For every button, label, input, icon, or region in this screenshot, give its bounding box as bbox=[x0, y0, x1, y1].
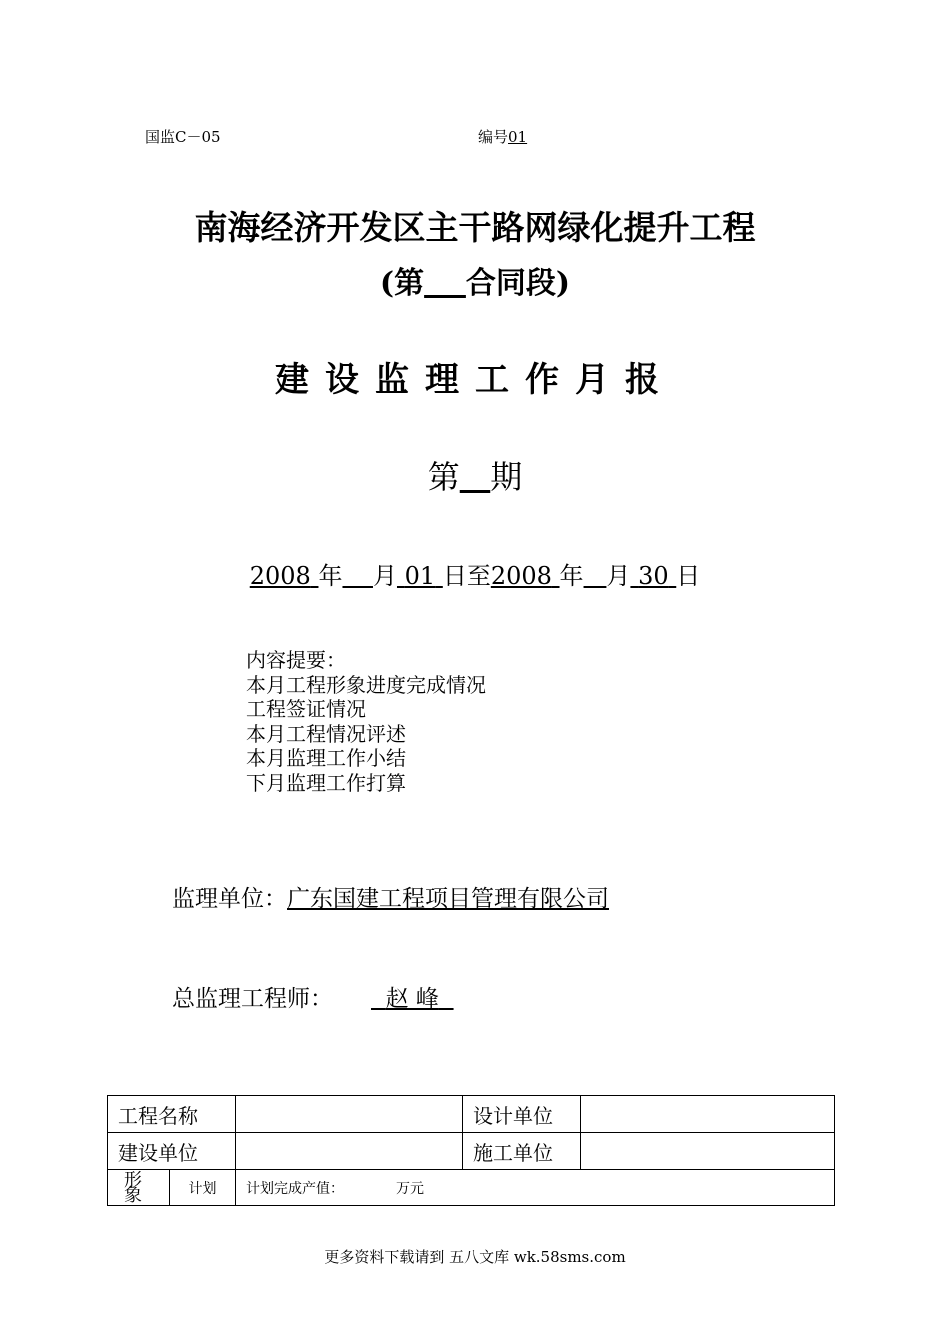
issue-blank bbox=[460, 458, 491, 496]
project-name-label: 工程名称 bbox=[108, 1096, 236, 1133]
contractor-field bbox=[581, 1133, 835, 1170]
unit-wan: 万元 bbox=[396, 1180, 424, 1197]
construction-owner-field bbox=[236, 1133, 463, 1170]
contract-section-prefix: (第 bbox=[379, 266, 425, 301]
contractor-label: 施工单位 bbox=[463, 1133, 581, 1170]
chief-engineer bbox=[172, 980, 454, 1013]
construction-owner-label: 建设单位 bbox=[108, 1133, 236, 1170]
form-code: 国监C－05 bbox=[145, 128, 221, 146]
project-name-field bbox=[236, 1096, 463, 1133]
contract-section-suffix: 合同段) bbox=[465, 266, 571, 301]
month-unit: 月 bbox=[372, 562, 397, 590]
end-month-blank bbox=[584, 562, 607, 590]
end-day: 30 bbox=[638, 562, 669, 590]
year-unit-2: 年 bbox=[559, 562, 584, 590]
summary-item: 本月工程形象进度完成情况 bbox=[246, 672, 486, 697]
summary-item: 工程签证情况 bbox=[246, 697, 366, 721]
table-row bbox=[108, 1133, 835, 1170]
issue-number bbox=[0, 452, 950, 498]
supervision-unit-label: 监理单位： bbox=[172, 886, 287, 912]
content-summary bbox=[246, 648, 486, 795]
supervision-unit bbox=[172, 880, 609, 913]
summary-heading: 内容提要： bbox=[246, 648, 346, 672]
day-unit-2: 日 bbox=[676, 562, 701, 590]
summary-item: 本月工程情况评述 bbox=[246, 721, 406, 746]
to-label: 至 bbox=[466, 562, 491, 590]
day-unit: 日 bbox=[442, 562, 467, 590]
summary-item: 下月监理工作打算 bbox=[246, 770, 406, 795]
number-label: 编号 bbox=[478, 128, 509, 146]
year-unit: 年 bbox=[318, 562, 343, 590]
supervision-unit-value: 广东国建工程项目管理有限公司 bbox=[287, 886, 609, 912]
design-unit-label: 设计单位 bbox=[463, 1096, 581, 1133]
project-info-table bbox=[107, 1095, 835, 1206]
chief-engineer-name: 赵 峰 bbox=[385, 986, 439, 1012]
contract-section bbox=[0, 258, 950, 302]
date-range bbox=[0, 556, 950, 591]
number-value: 01 bbox=[508, 128, 528, 146]
start-year: 2008 bbox=[249, 562, 311, 590]
report-title: 建设监理工作月报 bbox=[275, 360, 675, 400]
start-month-blank bbox=[342, 562, 373, 590]
plan-label: 计划 bbox=[170, 1170, 236, 1206]
chief-engineer-label: 总监理工程师： bbox=[172, 986, 333, 1012]
month-unit-2: 月 bbox=[606, 562, 631, 590]
issue-prefix: 第 bbox=[427, 458, 460, 496]
table-row bbox=[108, 1170, 835, 1206]
plan-value-cell bbox=[236, 1170, 835, 1206]
summary-item: 本月监理工作小结 bbox=[246, 746, 406, 770]
image-progress-label: 形 象 bbox=[108, 1170, 170, 1206]
project-title: 南海经济开发区主干路网绿化提升工程 bbox=[194, 208, 756, 247]
table-row bbox=[108, 1096, 835, 1133]
issue-suffix: 期 bbox=[490, 458, 523, 496]
start-day: 01 bbox=[404, 562, 436, 590]
document-number bbox=[478, 126, 527, 147]
end-year: 2008 bbox=[490, 562, 552, 590]
design-unit-field bbox=[581, 1096, 835, 1133]
plan-value-label: 计划完成产值： bbox=[246, 1180, 344, 1197]
contract-section-blank bbox=[424, 266, 466, 301]
footer-note: 更多资料下载请到 五八文库 wk.58sms.com bbox=[324, 1248, 626, 1266]
